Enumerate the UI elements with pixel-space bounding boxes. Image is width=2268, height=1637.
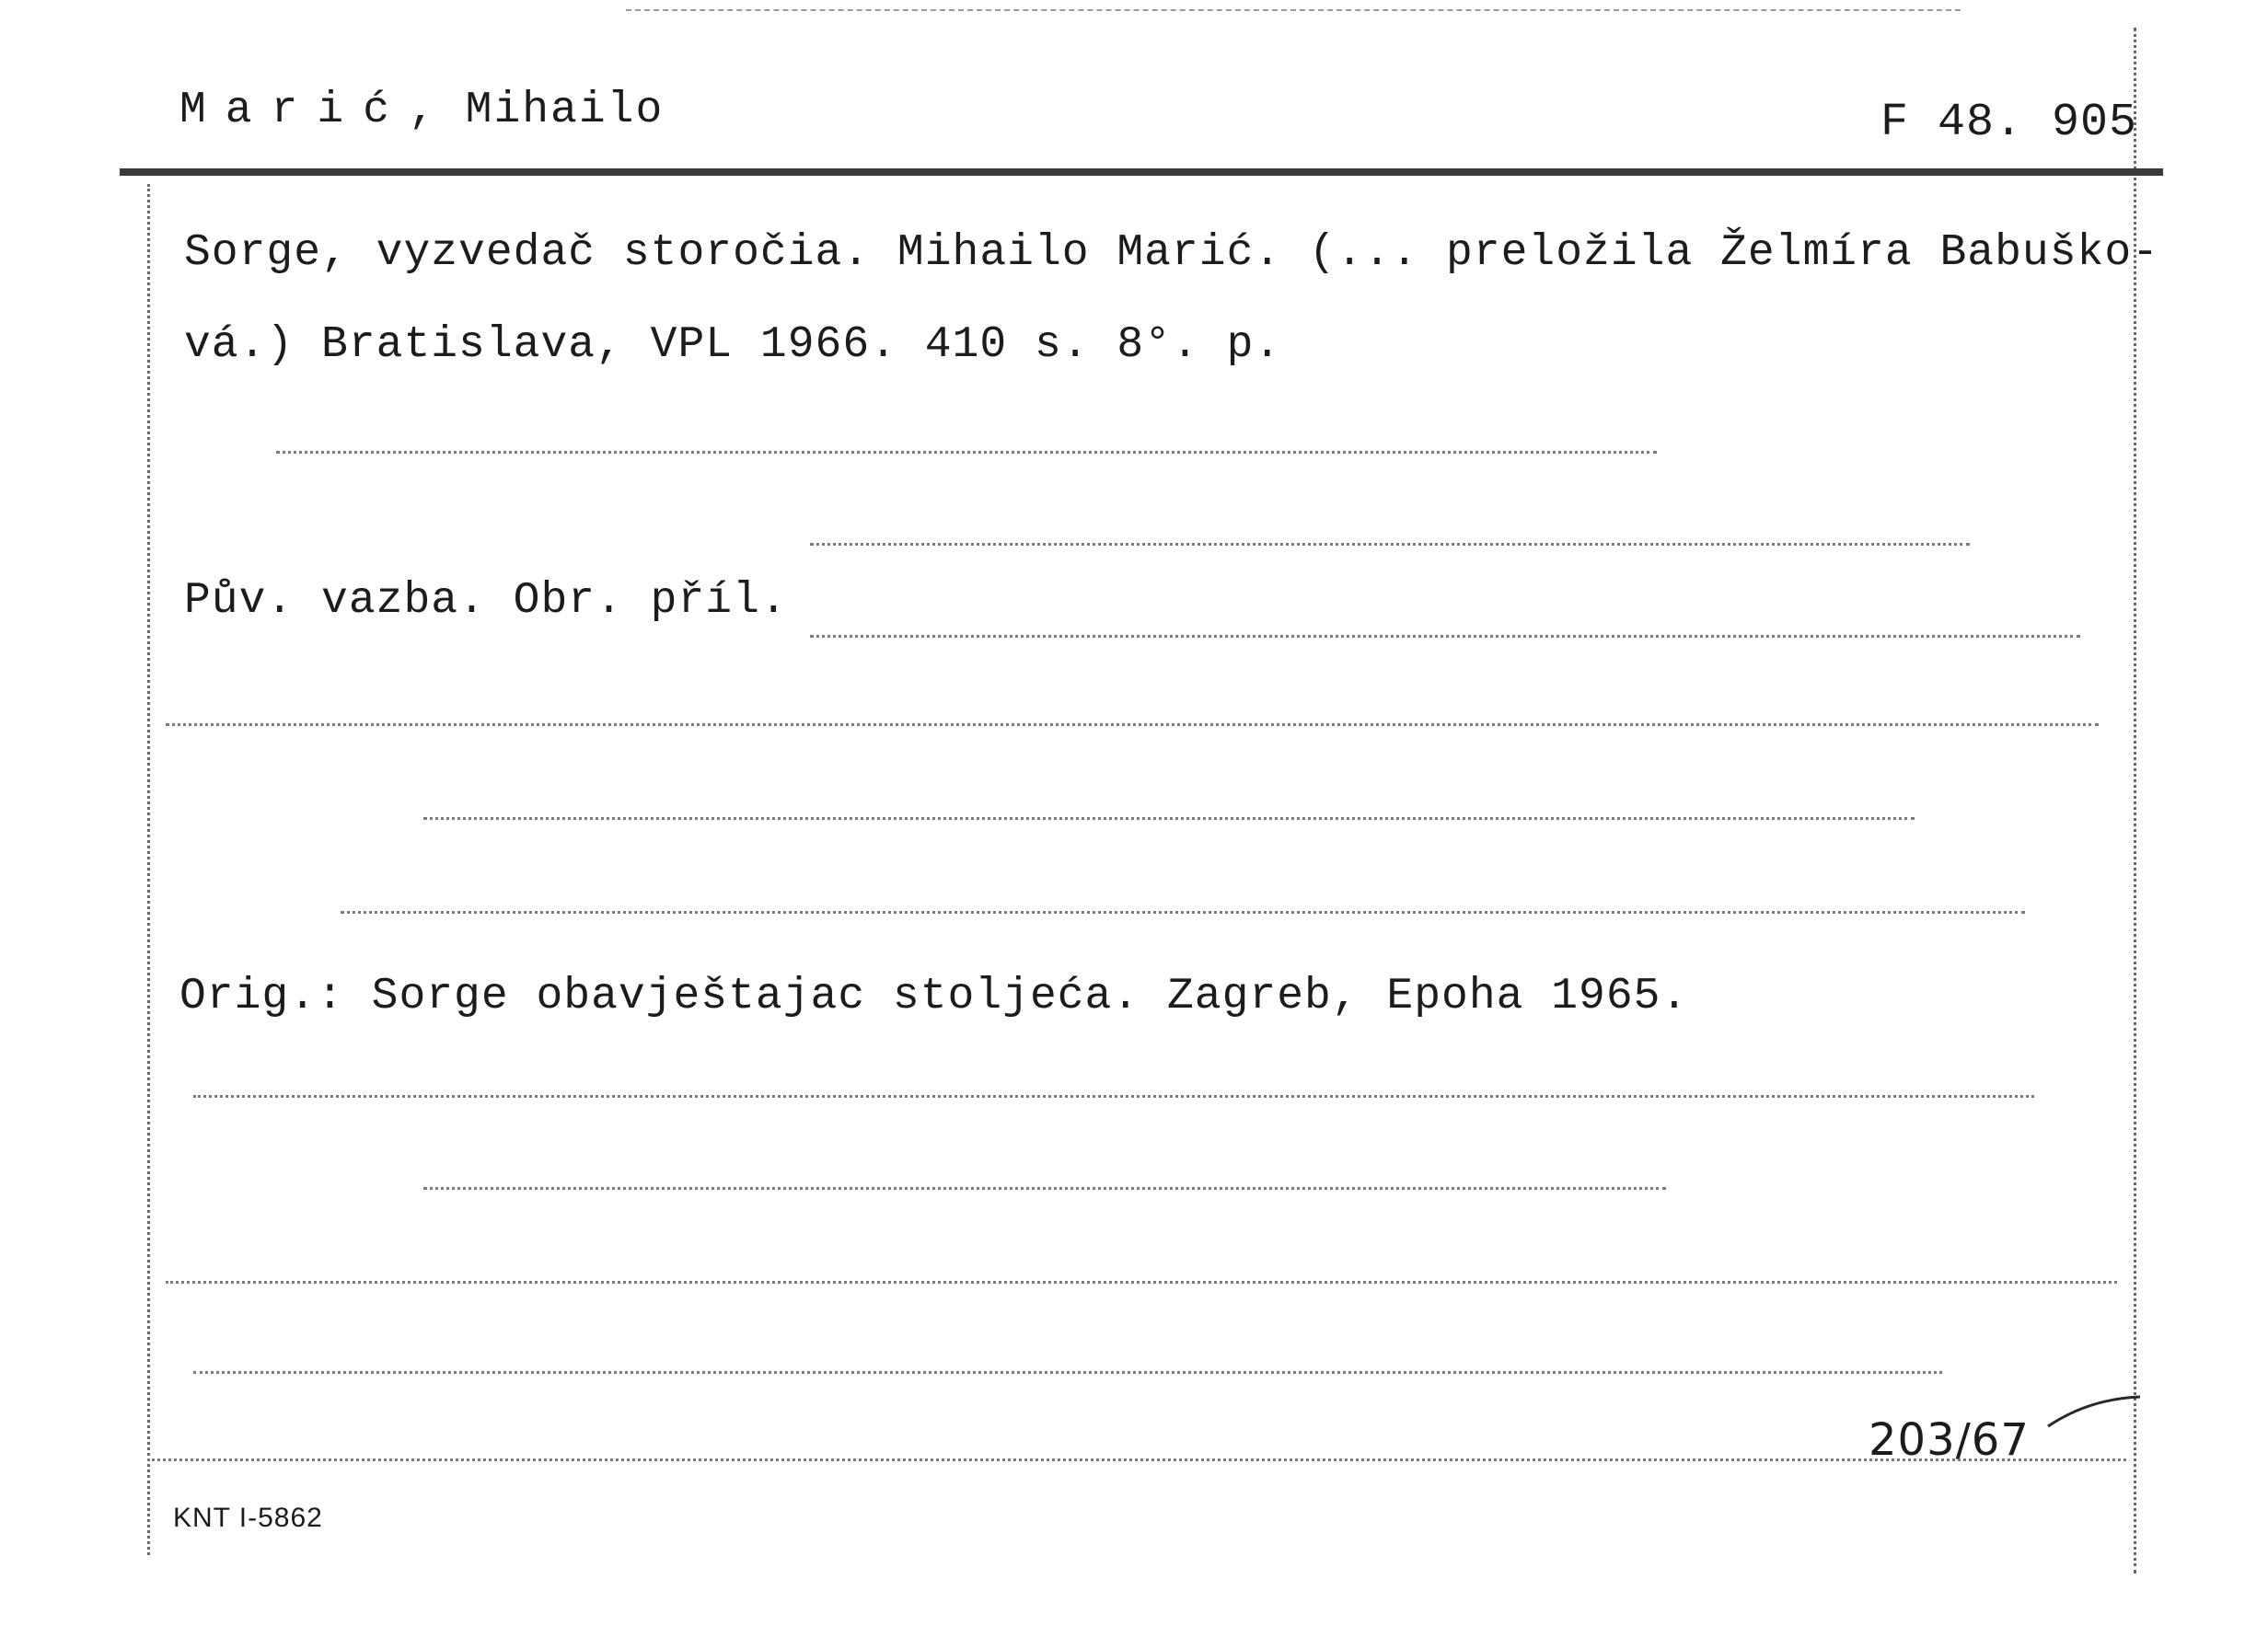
control-number: KNT I-5862 [173, 1503, 323, 1533]
card-left-edge [147, 184, 150, 1555]
top-edge-marks [626, 9, 1961, 26]
heading-surname: Marić [179, 86, 410, 135]
ruled-line [166, 1281, 2117, 1284]
ruled-line [147, 1458, 2126, 1461]
ruled-line [341, 911, 2025, 914]
heading-forename: , Mihailo [409, 86, 665, 135]
ruled-line [276, 451, 1657, 454]
ruled-line [166, 723, 2099, 726]
ruled-line [810, 543, 1970, 546]
ruled-line [423, 1187, 1666, 1190]
note-binding: Pův. vazba. Obr. příl. [184, 576, 788, 626]
ruled-line [810, 635, 2080, 638]
shelfmark: F 48. 905 [1880, 97, 2138, 149]
ruled-line [193, 1095, 2034, 1098]
pen-flourish-icon [2043, 1389, 2145, 1435]
title-line-1: Sorge, vyzvedač storočia. Mihailo Marić. (... preložila Želmíra Babuško- [184, 228, 2159, 278]
heading-rule [120, 168, 2163, 176]
note-original: Orig.: Sorge obavještajac stoljeća. Zagreb, Epoha 1965. [179, 972, 1689, 1021]
accession-number: 203/67 [1869, 1414, 2030, 1466]
ruled-line [193, 1371, 1942, 1374]
heading-author [179, 86, 664, 135]
ruled-line [423, 817, 1915, 820]
title-line-2: vá.) Bratislava, VPL 1966. 410 s. 8°. p. [184, 320, 1282, 370]
